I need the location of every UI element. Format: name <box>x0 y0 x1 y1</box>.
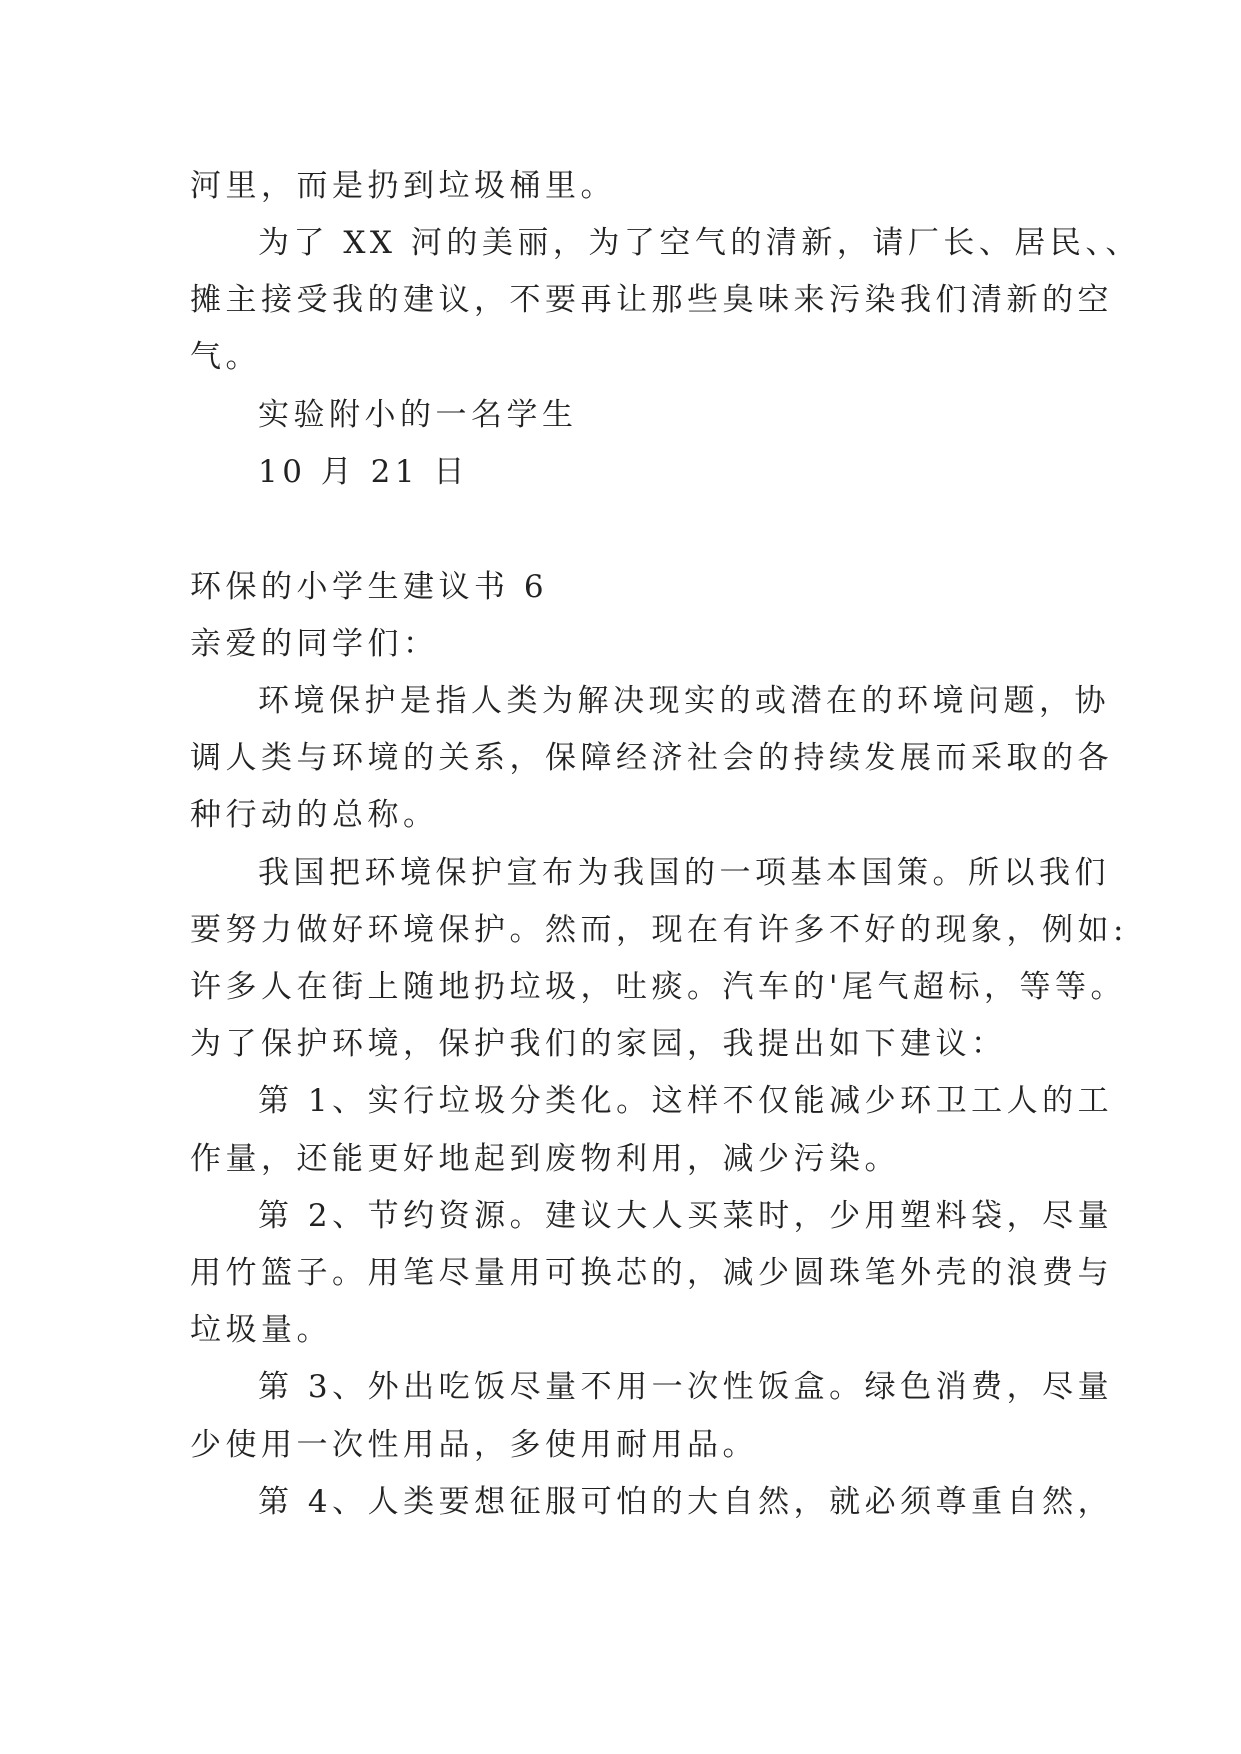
text-line-16: 第 1、实行垃圾分类化。这样不仅能减少环卫工人的工 <box>258 1083 1114 1119</box>
text-line-2: 为了 XX 河的美丽，为了空气的清新，请厂长、居民、、 <box>258 225 1141 261</box>
text-line-20: 垃圾量。 <box>190 1312 332 1348</box>
text-line-17: 作量，还能更好地起到废物利用，减少污染。 <box>190 1141 900 1177</box>
text-line-13: 要努力做好环境保护。然而，现在有许多不好的现象，例如: <box>190 912 1128 948</box>
text-line-10: 调人类与环境的关系，保障经济社会的持续发展而采取的各 <box>190 740 1113 776</box>
text-line-19: 用竹篮子。用笔尽量用可换芯的，减少圆珠笔外壳的浪费与 <box>190 1255 1113 1291</box>
text-line-14: 许多人在街上随地扔垃圾，吐痰。汽车的'尾气超标，等等。 <box>190 969 1127 1005</box>
signature-line: 实验附小的一名学生 <box>258 397 578 433</box>
salutation: 亲爱的同学们： <box>190 626 439 662</box>
text-line-22: 少使用一次性用品，多使用耐用品。 <box>190 1427 758 1463</box>
text-line-11: 种行动的总称。 <box>190 797 439 833</box>
text-line-18: 第 2、节约资源。建议大人买菜时，少用塑料袋，尽量 <box>258 1198 1114 1234</box>
text-line-3: 摊主接受我的建议，不要再让那些臭味来污染我们清新的空 <box>190 282 1113 318</box>
section-title: 环保的小学生建议书 6 <box>190 569 549 605</box>
date-line: 10 月 21 日 <box>258 454 469 490</box>
text-line-23: 第 4、人类要想征服可怕的大自然，就必须尊重自然， <box>258 1484 1114 1520</box>
text-line-21: 第 3、外出吃饭尽量不用一次性饭盒。绿色消费，尽量 <box>258 1369 1114 1405</box>
text-line-15: 为了保护环境，保护我们的家园，我提出如下建议： <box>190 1026 1007 1062</box>
text-line-12: 我国把环境保护宣布为我国的一项基本国策。所以我们 <box>258 855 1110 891</box>
text-line-1: 河里，而是扔到垃圾桶里。 <box>190 168 616 204</box>
text-line-4: 气。 <box>190 339 261 375</box>
text-line-9: 环境保护是指人类为解决现实的或潜在的环境问题，协 <box>258 683 1110 719</box>
